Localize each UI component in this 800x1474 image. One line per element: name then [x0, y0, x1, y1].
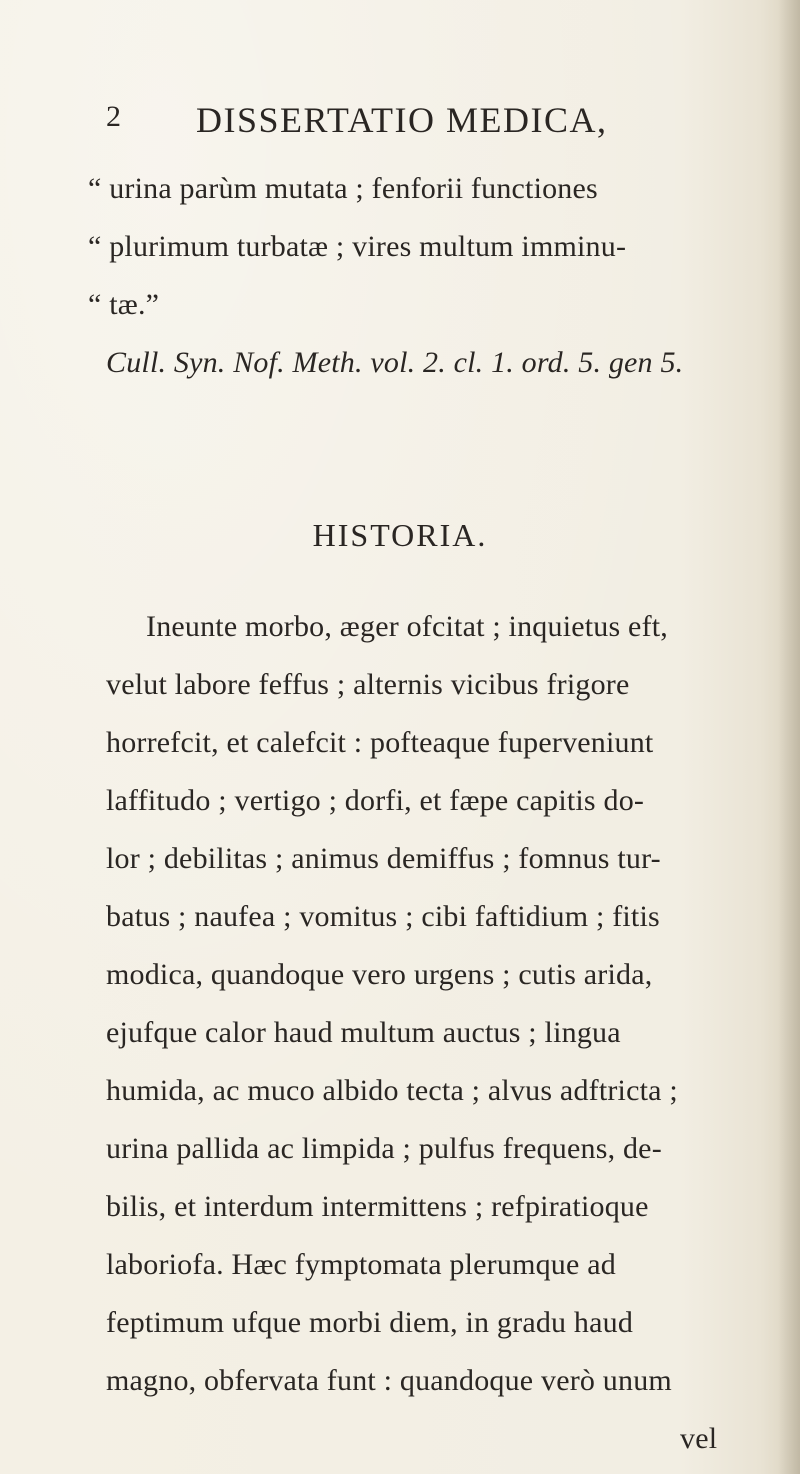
- body-line: feptimum ufque morbi diem, in gradu haud: [106, 1306, 634, 1339]
- page-number: 2: [106, 100, 121, 133]
- body-line: lor ; debilitas ; animus demiffus ; fomnus tur-: [106, 842, 661, 875]
- body-line: batus ; naufea ; vomitus ; cibi faftidium ; fitis: [106, 900, 660, 933]
- catchword: vel: [680, 1422, 718, 1455]
- page-edge-shadow: [778, 0, 800, 1474]
- body-line: laffitudo ; vertigo ; dorfi, et fæpe capitis do-: [106, 784, 645, 817]
- quote-line: “ plurimum turbatæ ; vires multum imminu-: [88, 230, 627, 263]
- body-line: magno, obfervata funt : quandoque verò unum: [106, 1364, 672, 1397]
- quote-line: “ urina parùm mutata ; fenforii functiones: [88, 172, 598, 205]
- body-line: ejufque calor haud multum auctus ; lingua: [106, 1016, 621, 1049]
- body-line: urina pallida ac limpida ; pulfus frequens, de-: [106, 1132, 662, 1165]
- running-title: DISSERTATIO MEDICA,: [196, 100, 608, 140]
- body-line: velut labore feffus ; alternis vicibus frigore: [106, 668, 630, 701]
- section-title: HISTORIA.: [312, 517, 488, 553]
- body-line: bilis, et interdum intermittens ; refpiratioque: [106, 1190, 649, 1223]
- quote-line: “ tæ.”: [88, 288, 160, 321]
- body-line: laboriofa. Hæc fymptomata plerumque ad: [106, 1248, 616, 1281]
- body-line: modica, quandoque vero urgens ; cutis arida,: [106, 958, 653, 991]
- body-line: Ineunte morbo, æger ofcitat ; inquietus eft,: [146, 610, 668, 643]
- body-line: humida, ac muco albido tecta ; alvus adftricta ;: [106, 1074, 678, 1107]
- citation: Cull. Syn. Nof. Meth. vol. 2. cl. 1. ord. 5. gen 5.: [106, 346, 684, 379]
- body-line: horrefcit, et calefcit : pofteaque fuperveniunt: [106, 726, 654, 759]
